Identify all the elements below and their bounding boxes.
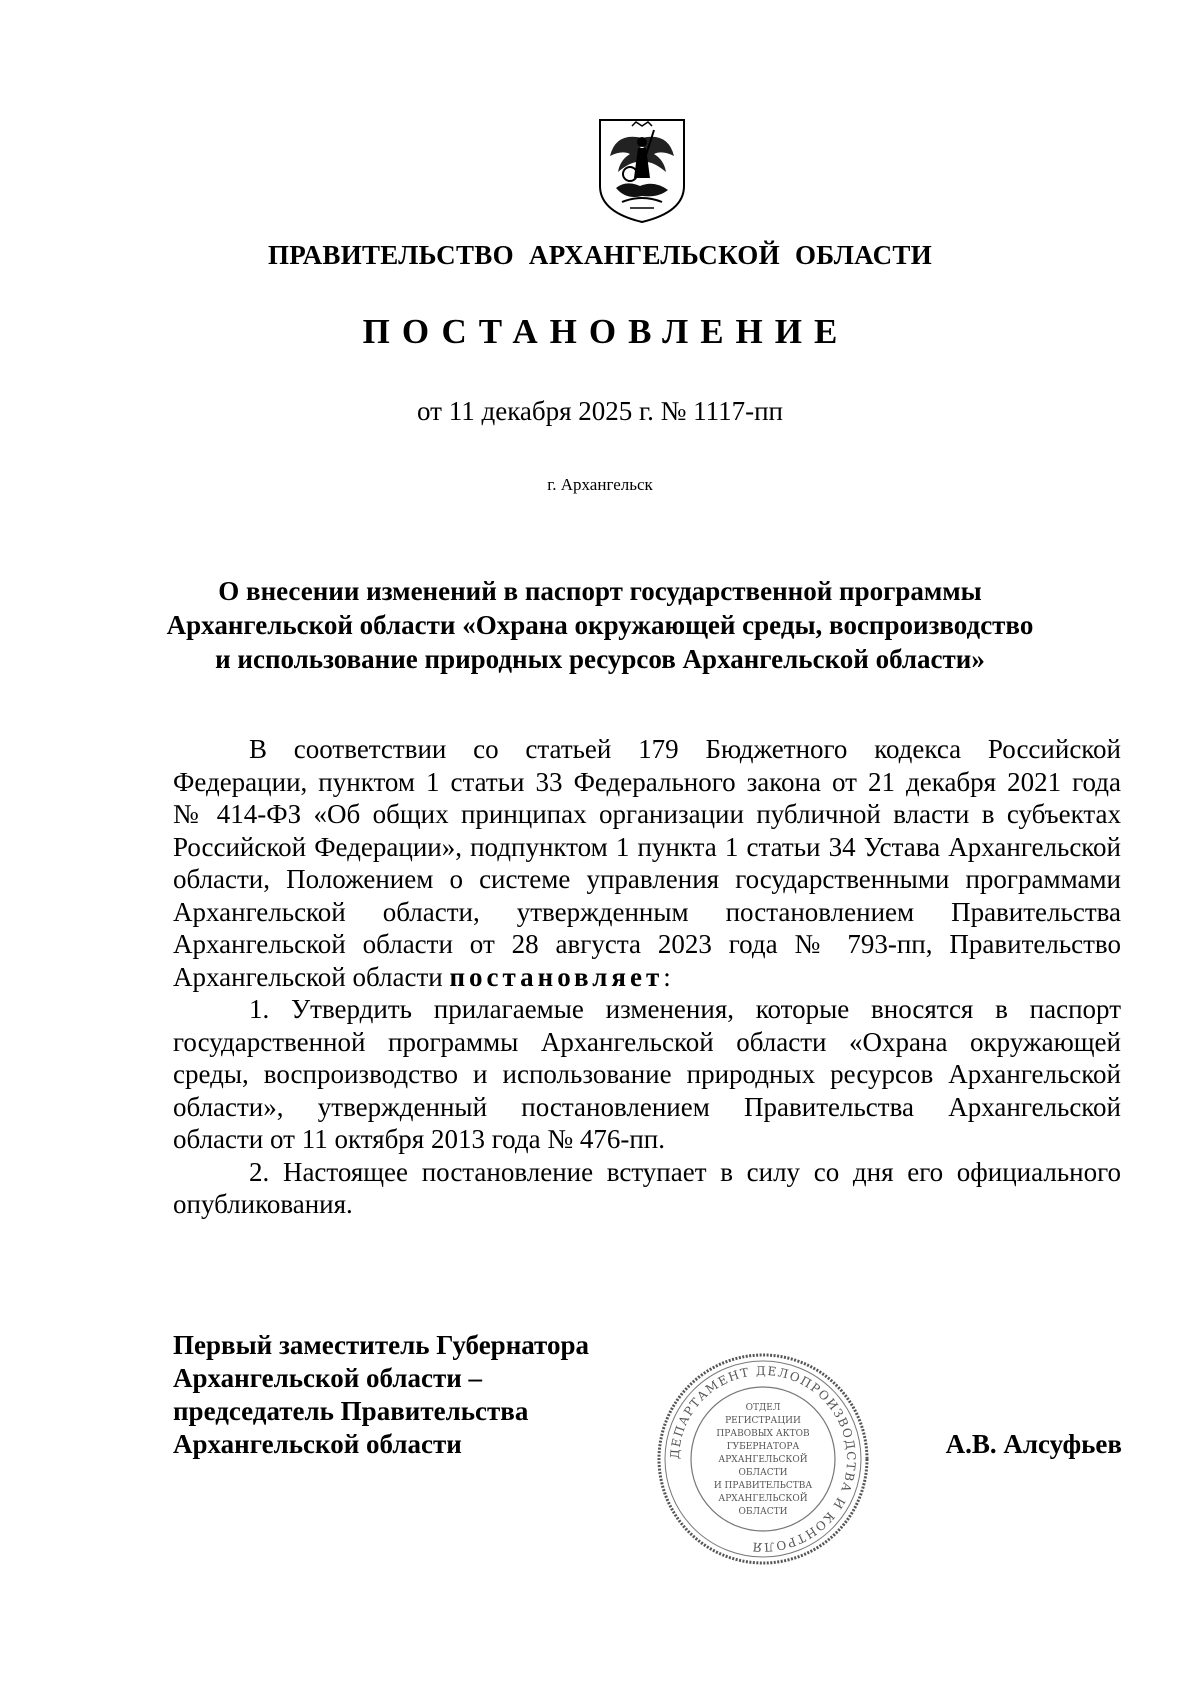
body-text: : <box>663 961 671 992</box>
body-line: 2. Настоящее постановление вступает в силу со дня его официального <box>249 1156 1121 1187</box>
signer-position <box>173 1329 589 1461</box>
svg-text:РЕГИСТРАЦИИ: РЕГИСТРАЦИИ <box>725 1416 801 1426</box>
signer-name: А.В. Алсуфьев <box>945 1429 1122 1459</box>
signer-line: председатель Правительства <box>173 1396 529 1426</box>
body-line: Российской Федерации», подпунктом 1 пункта 1 статьи 34 Устава Архангельской <box>173 831 1121 862</box>
body-text: Архангельской области <box>173 961 450 992</box>
document-date-number: от 11 декабря 2025 г. № 1117-пп <box>417 396 783 426</box>
document-type: ПОСТАНОВЛЕНИЕ <box>362 312 850 351</box>
signer-line: Первый заместитель Губернатора <box>173 1330 589 1360</box>
document-body <box>173 733 1121 1221</box>
title-line: Архангельской области «Охрана окружающей среды, воспроизводство <box>166 610 1034 640</box>
body-line: Архангельской области от 28 августа 2023 года № 793-пп, Правительство <box>173 929 1121 959</box>
svg-text:ПРАВОВЫХ АКТОВ: ПРАВОВЫХ АКТОВ <box>716 1429 810 1439</box>
body-line: 1. Утвердить прилагаемые изменения, которые вносятся в паспорт <box>249 994 1121 1024</box>
signer-line: Архангельской области – <box>173 1363 483 1393</box>
body-line: Архангельской области, утвержденным постановлением Правительства <box>173 896 1121 927</box>
svg-text:АРХАНГЕЛЬСКОЙ: АРХАНГЕЛЬСКОЙ <box>718 1455 808 1465</box>
svg-text:ГУБЕРНАТОРА: ГУБЕРНАТОРА <box>726 1442 800 1452</box>
coat-of-arms-emblem <box>596 116 688 224</box>
body-line: В соответствии со статьей 179 Бюджетного кодекса Российской <box>249 734 1121 764</box>
official-seal-stamp <box>654 1350 872 1568</box>
body-line: области, Положением о системе управления государственными программами <box>173 864 1121 894</box>
svg-text:ОБЛАСТИ: ОБЛАСТИ <box>738 1507 788 1517</box>
svg-text:АРХАНГЕЛЬСКОЙ: АРХАНГЕЛЬСКОЙ <box>718 1494 808 1504</box>
document-title <box>0 574 1200 676</box>
svg-text:И ПРАВИТЕЛЬСТВА: И ПРАВИТЕЛЬСТВА <box>713 1481 813 1491</box>
body-line: Федерации, пунктом 1 статьи 33 Федерального закона от 21 декабря 2021 года <box>173 766 1121 797</box>
body-line: опубликования. <box>173 1189 353 1219</box>
body-line: области», утвержденный постановлением Правительства Архангельской <box>173 1091 1121 1122</box>
organization-name: ПРАВИТЕЛЬСТВО АРХАНГЕЛЬСКОЙ ОБЛАСТИ <box>267 240 933 270</box>
svg-text:ОТДЕЛ: ОТДЕЛ <box>745 1403 781 1413</box>
body-line: области от 11 октября 2013 года № 476-пп. <box>173 1124 665 1154</box>
body-line <box>173 961 1121 994</box>
svg-text:ДЕПАРТАМЕНТ ДЕЛОПРОИЗВОДСТВА И: ДЕПАРТАМЕНТ ДЕЛОПРОИЗВОДСТВА И КОНТРОЛЯ <box>667 1363 859 1555</box>
title-line: и использование природных ресурсов Архангельской области» <box>215 644 985 674</box>
body-line: государственной программы Архангельской области «Охрана окружающей <box>173 1026 1121 1057</box>
signer-line: Архангельской области <box>173 1429 462 1459</box>
resolution-word: постановляет <box>449 961 664 992</box>
body-line: среды, воспроизводство и использование природных ресурсов Архангельской <box>173 1059 1121 1089</box>
document-city: г. Архангельск <box>547 475 653 494</box>
title-line: О внесении изменений в паспорт государственной программы <box>218 576 982 606</box>
body-line: № 414-ФЗ «Об общих принципах организации публичной власти в субъектах <box>173 799 1121 829</box>
svg-text:ОБЛАСТИ: ОБЛАСТИ <box>738 1468 788 1478</box>
